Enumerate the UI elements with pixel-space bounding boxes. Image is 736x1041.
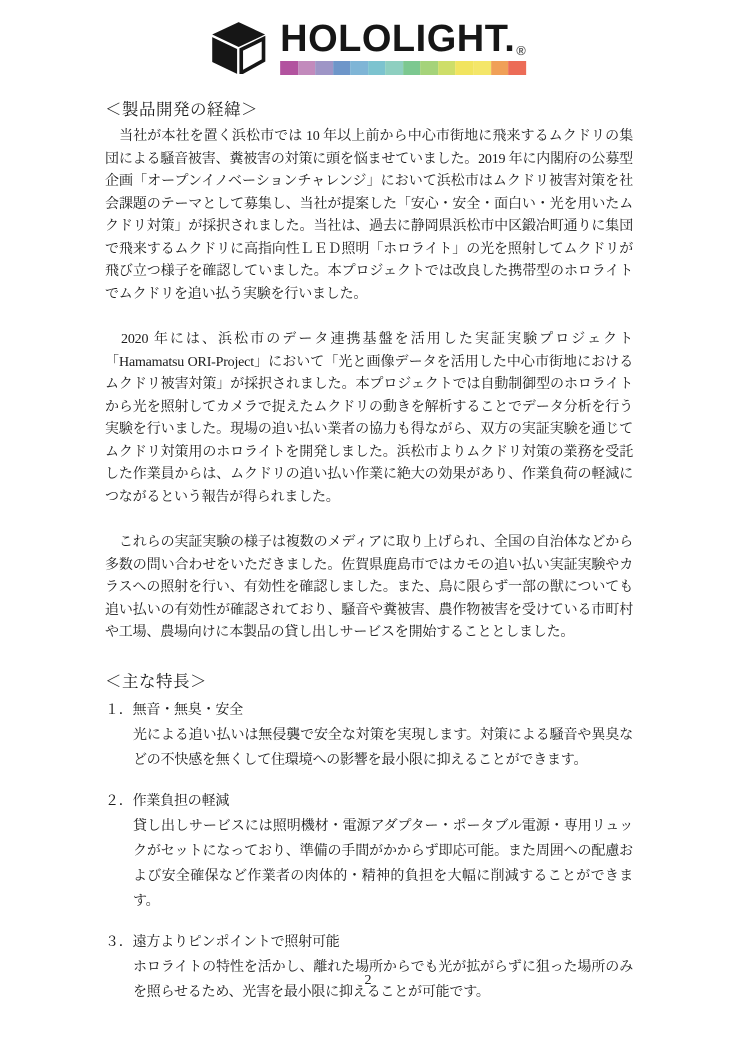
rainbow-segment	[508, 61, 526, 75]
history-paragraph-3: これらの実証実験の様子は複数のメディアに取り上げられ、全国の自治体などから多数の問い合わせをいただきました。佐賀県鹿島市ではカモの追い払い実証実験やカラスへの照射を行い、有効性を確認しました。また、鳥に限らず一部の獣についても追い払いの有効性が確認されており、騒音や糞被害、農作物被害を受けている市町村や工場、農場向けに本製品の貸し出しサービスを開始することとしました。	[105, 535, 633, 640]
history-paragraph-1: 当社が本社を置く浜松市では 10 年以上前から中心市街地に飛来するムクドリの集団による騒音被害、糞被害の対策に頭を悩ませていました。2019 年に内閣府の公募型企画「オープンイノベーションチャレンジ」において浜松市はムクドリ被害対策を社会課題のテーマとして募集し、当社が提案した「安心・安全・面白い・光を用いたムクドリ対策」が採択されました。当社は、過去に静岡県浜松市中区鍛冶町通りに集団で飛来するムクドリに高指向性ＬＥＤ照明「ホロライト」の光を照射してムクドリが飛び立つ様子を確認していました。本プロジェクトでは改良した携帯型のホロライトでムクドリを追い払う実験を行いました。	[105, 129, 633, 302]
cube-logo-icon	[210, 22, 267, 74]
rainbow-segment	[403, 61, 421, 75]
feature-title: ２．作業負担の軽減	[105, 793, 230, 809]
feature-body: 光による追い払いは無侵襲で安全な対策を実現します。対策による騒音や異臭などの不快感を無くして住環境への影響を最小限に抑えることができます。	[133, 727, 633, 768]
feature-item-2	[105, 789, 633, 914]
rainbow-segment	[298, 61, 316, 75]
rainbow-bar	[280, 61, 526, 75]
rainbow-segment	[385, 61, 403, 75]
rainbow-segment	[350, 61, 368, 75]
history-paragraph-2: 2020 年には、浜松市のデータ連携基盤を活用した実証実験プロジェクト「Hamamatsu ORI-Project」において「光と画像データを活用した中心市街地におけるムクドリ被害対策」が採択されました。本プロジェクトでは自動制御型のホロライトから光を照射してカメラで捉えたムクドリの動きを解析することでデータ分析を行う実験を行いました。現場の追い払い業者の協力も得ながら、双方の実証実験を通じてムクドリ対策用のホロライトを開発しました。浜松市よりムクドリ対策の業務を受託した作業員からは、ムクドリの追い払い作業に絶大の効果があり、作業負荷の軽減につながるという報告が得られました。	[105, 332, 633, 505]
feature-body: ホロライトの特性を活かし、離れた場所からでも光が拡がらずに狙った場所のみを照らせるため、光害を最小限に抑えることが可能です。	[133, 959, 633, 1000]
document-body	[105, 96, 633, 1021]
rainbow-segment	[438, 61, 456, 75]
page-number: 2	[364, 973, 372, 988]
rainbow-segment	[491, 61, 509, 75]
logo-right-block	[280, 20, 526, 75]
feature-body: 貸し出しサービスには照明機材・電源アダプター・ポータブル電源・専用リュックがセットになっており、準備の手間がかからず即応可能。また周囲への配慮および安全確保など作業者の肉体的・精神的負担を大幅に削減することができます。	[133, 818, 633, 909]
registered-trademark-symbol: ®	[516, 43, 526, 58]
feature-title: ３．遠方よりピンポイントで照射可能	[105, 934, 340, 950]
rainbow-segment	[315, 61, 333, 75]
rainbow-segment	[456, 61, 474, 75]
section-heading-main-features: ＜主な特長＞	[105, 671, 207, 691]
rainbow-segment	[368, 61, 386, 75]
logo-wordmark	[280, 20, 526, 58]
feature-item-1	[105, 698, 633, 773]
logo-text: HOLOLIGHT.	[280, 18, 516, 60]
rainbow-segment	[280, 61, 298, 75]
section-heading-product-history: ＜製品開発の経緯＞	[105, 100, 258, 119]
rainbow-segment	[421, 61, 439, 75]
company-logo	[210, 20, 526, 75]
rainbow-segment	[473, 61, 491, 75]
feature-item-3	[105, 930, 633, 1005]
feature-title: １．無音・無臭・安全	[105, 702, 243, 718]
page-footer	[0, 973, 736, 989]
rainbow-segment	[333, 61, 351, 75]
